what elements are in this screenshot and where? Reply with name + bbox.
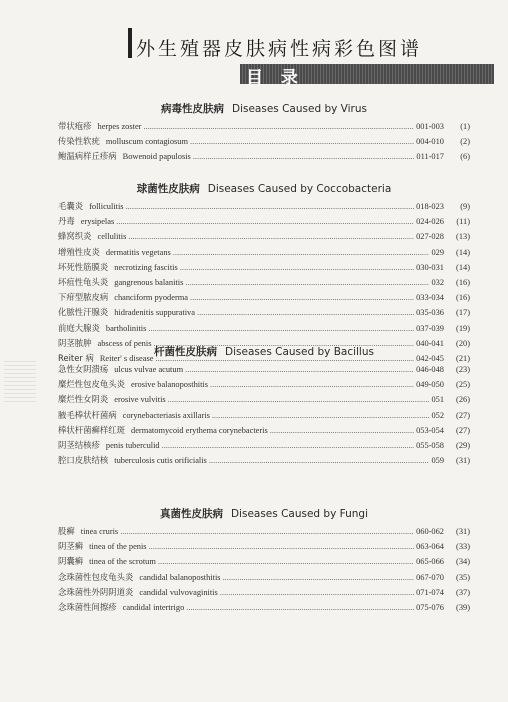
entry-title-en: hidradenitis suppurativa: [114, 308, 195, 318]
entry-figure-ref: (14): [456, 247, 470, 257]
toc-entry[interactable]: [58, 230, 470, 245]
leader-dots: [186, 603, 414, 612]
leader-dots: [185, 365, 414, 374]
entry-title-cn: 念珠菌性包皮龟头炎: [58, 571, 134, 582]
toc-entry[interactable]: [58, 409, 470, 424]
entry-pages: 060-062: [416, 527, 444, 536]
entry-title-en: tuberculosis cutis orificialis: [114, 456, 207, 466]
entry-pages: 029: [431, 247, 444, 257]
entry-pages: 046-048: [416, 365, 444, 374]
entry-pages: 035-036: [416, 308, 444, 318]
entry-title-cn: 急性女阴溃疡: [58, 364, 109, 374]
entry-pages: 059: [431, 456, 444, 466]
leader-dots: [220, 588, 414, 597]
book-title: 外生殖器皮肤病性病彩色图谱: [136, 38, 423, 60]
toc-section: [58, 178, 470, 367]
toc-entry[interactable]: [58, 322, 470, 337]
toc-entry[interactable]: [58, 215, 470, 230]
entry-title-cn: 股癣: [58, 526, 75, 536]
toc-entry[interactable]: [58, 135, 470, 150]
entry-title-en: molluscum contagiosum: [105, 137, 188, 147]
section-heading-en: Diseases Caused by Bacillus: [225, 346, 374, 358]
entry-figure-ref: (1): [460, 122, 470, 131]
entry-figure-ref: (29): [456, 440, 470, 450]
entry-figure-ref: (31): [456, 527, 470, 536]
toc-section: [58, 98, 470, 166]
entry-title-cn: 腔口皮肤结核: [58, 455, 109, 466]
entry-pages: 018-023: [416, 202, 444, 211]
entry-figure-ref: (17): [456, 308, 470, 318]
section-heading-en: Diseases Caused by Fungi: [230, 508, 369, 520]
toc-entry[interactable]: [58, 601, 470, 616]
entry-pages: 065-066: [416, 557, 444, 567]
entry-title-cn: 糜烂性女阴炎: [58, 394, 109, 405]
entry-title-en: cellulitis: [97, 232, 127, 242]
entry-pages: 030-031: [416, 262, 444, 272]
toc-entry[interactable]: [58, 291, 470, 306]
leader-dots: [120, 527, 414, 536]
entry-title-cn: 阴茎癣: [58, 541, 84, 552]
entry-title-en: corynebacteriasis axillaris: [122, 410, 210, 420]
entry-figure-ref: (27): [456, 410, 470, 420]
entry-title-cn: 丹毒: [58, 216, 75, 227]
toc-banner: [240, 64, 494, 88]
entry-pages: 027-028: [416, 232, 444, 242]
toc-entry[interactable]: [58, 306, 470, 321]
entry-figure-ref: (9): [460, 202, 470, 211]
entry-title-en: Reiter' s disease: [99, 353, 154, 363]
toc-entry[interactable]: [58, 586, 470, 601]
entry-title-cn: 腋毛棒状杆菌病: [58, 409, 117, 420]
entry-title-en: tinea cruris: [80, 527, 119, 536]
entry-title-en: abscess of penis: [97, 338, 152, 348]
entry-figure-ref: (33): [456, 542, 470, 552]
entry-figure-ref: (14): [456, 262, 470, 272]
entry-pages: 042-045: [416, 353, 444, 363]
leader-dots: [173, 248, 430, 257]
entry-pages: 049-050: [416, 380, 444, 390]
entry-title-cn: 前庭大腺炎: [58, 322, 100, 333]
leader-dots: [190, 137, 414, 146]
section-heading: [58, 178, 470, 200]
leader-dots: [193, 152, 415, 161]
entry-title-en: folliculitis: [89, 202, 124, 211]
entry-title-en: gangrenous balanitis: [114, 277, 184, 287]
entry-title-cn: 化脓性汗腺炎: [58, 307, 109, 318]
entry-title-cn: 坏疽性龟头炎: [58, 276, 109, 287]
entry-title-en: tinea of the scrotum: [89, 557, 156, 567]
leader-dots: [143, 122, 414, 131]
entry-title-cn: 蜂窝织炎: [58, 231, 92, 242]
entry-figure-ref: (25): [456, 380, 470, 390]
section-heading-cn: 真菌性皮肤病: [159, 508, 223, 520]
leader-dots: [185, 278, 429, 287]
section-heading: [58, 338, 470, 363]
leader-dots: [197, 308, 414, 317]
toc-entry[interactable]: [58, 424, 470, 439]
entry-title-en: ulcus vulvae acutum: [114, 365, 184, 374]
entry-title-cn: 坏死性筋膜炎: [58, 261, 109, 272]
margin-smudge: [4, 360, 36, 402]
entry-title-cn: 传染性软疣: [58, 136, 100, 147]
entry-title-en: herpes zoster: [97, 122, 142, 131]
section-heading-cn: 杆菌性皮肤病: [154, 346, 218, 358]
entry-pages: 001-003: [416, 122, 444, 131]
leader-dots: [149, 542, 415, 551]
entry-title-en: erysipelas: [80, 217, 115, 227]
entry-title-en: dermatomycoid erythema corynebacteris: [131, 425, 268, 435]
entry-pages: 032: [431, 277, 444, 287]
entry-figure-ref: (34): [456, 557, 470, 567]
entry-pages: 067-070: [416, 572, 444, 582]
entry-title-cn: 念珠菌性外阴阴道炎: [58, 586, 134, 597]
entry-title-cn: 增殖性皮炎: [58, 246, 100, 257]
entry-title-en: necrotizing fascitis: [114, 262, 178, 272]
entry-figure-ref: (26): [456, 395, 470, 405]
leader-dots: [168, 395, 430, 404]
leader-dots: [210, 380, 414, 389]
entry-figure-ref: (35): [456, 572, 470, 582]
entry-title-cn: Reiter 病: [58, 352, 94, 363]
toc-entry[interactable]: [58, 200, 470, 215]
toc-entry[interactable]: [58, 393, 470, 408]
entry-title-en: erosive vulvitis: [114, 395, 166, 405]
entry-title-cn: 毛囊炎: [58, 201, 84, 211]
entry-title-en: tinea of the penis: [89, 542, 147, 552]
toc-entry[interactable]: [58, 261, 470, 276]
entry-title-cn: 念珠菌性间擦疹: [58, 601, 117, 612]
leader-dots: [126, 202, 415, 211]
entry-pages: 024-026: [416, 217, 444, 227]
entry-title-cn: 阴茎结核疹: [58, 439, 100, 450]
toc-entry[interactable]: [58, 439, 470, 454]
entry-pages: 063-064: [416, 542, 444, 552]
leader-dots: [158, 557, 414, 566]
entry-title-en: candidal balanoposthitis: [139, 572, 221, 582]
section-heading-cn: 病毒性皮肤病: [161, 103, 224, 115]
toc-entry[interactable]: [58, 378, 470, 393]
section-heading: [58, 503, 470, 525]
section-heading: [58, 98, 470, 120]
leader-dots: [148, 324, 414, 333]
entry-title-en: chanciform pyoderma: [114, 293, 188, 303]
section-heading-en: Diseases Caused by Coccobacteria: [207, 183, 392, 195]
entry-title-en: erosive balanoposthitis: [131, 380, 208, 390]
leader-dots: [180, 263, 414, 272]
entry-title-cn: 鲍温病样丘疹病: [58, 151, 117, 162]
title-accent-bar: [128, 28, 132, 58]
entry-figure-ref: (6): [460, 152, 470, 162]
entry-title-en: candidal intertrigo: [122, 602, 185, 612]
toc-label: 目 录: [246, 68, 304, 88]
entry-figure-ref: (16): [456, 277, 470, 287]
entry-figure-ref: (13): [456, 232, 470, 242]
entry-pages: 011-017: [416, 152, 444, 162]
leader-dots: [209, 456, 430, 465]
entry-pages: 033-034: [416, 293, 444, 303]
entry-title-cn: 棒状杆菌癣样红斑: [58, 424, 125, 435]
leader-dots: [223, 573, 415, 582]
toc-entry[interactable]: [58, 525, 470, 540]
entry-title-cn: 下疳型脓皮病: [58, 292, 109, 303]
entry-figure-ref: (39): [456, 602, 470, 612]
entry-title-en: candidal vulvovaginitis: [139, 587, 218, 597]
leader-dots: [116, 217, 414, 226]
entry-figure-ref: (21): [456, 353, 470, 363]
entry-pages: 053-054: [416, 425, 444, 435]
entry-figure-ref: (19): [456, 323, 470, 333]
leader-dots: [212, 411, 430, 420]
entry-title-cn: 带状疱疹: [58, 121, 92, 131]
entry-title-en: bartholinitis: [105, 323, 147, 333]
entry-pages: 040-041: [416, 338, 444, 348]
entry-title-cn: 阴囊癣: [58, 556, 84, 567]
leader-dots: [128, 232, 414, 241]
toc-entry[interactable]: [58, 540, 470, 555]
entry-title-cn: 糜烂性包皮龟头炎: [58, 379, 125, 390]
entry-pages: 052: [431, 410, 444, 420]
leader-dots: [162, 441, 414, 450]
entry-title-cn: 阴茎脓肿: [58, 337, 92, 348]
entry-figure-ref: (16): [456, 293, 470, 303]
entry-pages: 055-058: [416, 440, 444, 450]
entry-title-en: penis tuberculid: [105, 440, 160, 450]
section-heading-cn: 球菌性皮肤病: [136, 183, 200, 195]
section-heading-en: Diseases Caused by Virus: [232, 103, 367, 115]
toc-entry[interactable]: [58, 150, 470, 165]
entry-figure-ref: (2): [460, 137, 470, 147]
entry-pages: 071-074: [416, 587, 444, 597]
entry-figure-ref: (31): [456, 456, 470, 466]
entry-title-en: dermatitis vegetans: [105, 247, 171, 257]
entry-pages: 051: [431, 395, 444, 405]
entry-figure-ref: (37): [456, 587, 470, 597]
entry-pages: 037-039: [416, 323, 444, 333]
leader-dots: [270, 426, 414, 435]
entry-title-en: Bowenoid papulosis: [122, 152, 191, 162]
toc-entry[interactable]: [58, 276, 470, 291]
entry-pages: 075-076: [416, 602, 444, 612]
toc-entry[interactable]: [58, 363, 470, 378]
entry-figure-ref: (23): [456, 365, 470, 374]
toc-entry[interactable]: [58, 571, 470, 586]
leader-dots: [190, 293, 414, 302]
entry-pages: 004-010: [416, 137, 444, 147]
toc-entry[interactable]: [58, 120, 470, 135]
toc-entry[interactable]: [58, 246, 470, 261]
toc-entry[interactable]: [58, 555, 470, 570]
toc-section: [58, 338, 470, 469]
toc-entry[interactable]: [58, 454, 470, 469]
entry-figure-ref: (27): [456, 425, 470, 435]
entry-figure-ref: (20): [456, 338, 470, 348]
toc-section: [58, 503, 470, 616]
entry-figure-ref: (11): [456, 217, 470, 227]
